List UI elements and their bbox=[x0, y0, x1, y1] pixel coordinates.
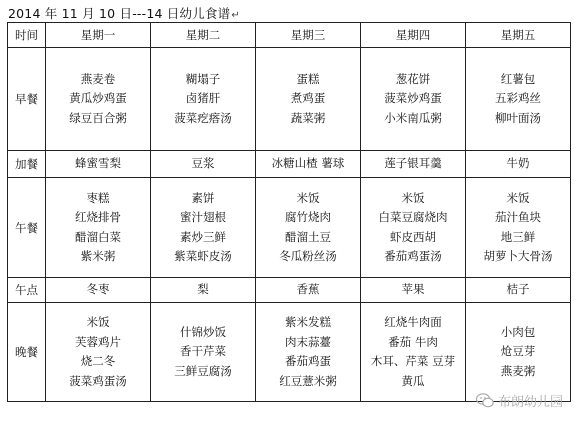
dish-item: 芙蓉鸡片 bbox=[75, 334, 121, 349]
meal-label: 午点 bbox=[8, 278, 46, 303]
dish-item: 葱花饼 bbox=[395, 71, 431, 86]
dish-item: 蛋糕 bbox=[296, 71, 320, 86]
dish-item: 冬瓜粉丝汤 bbox=[279, 249, 337, 263]
dish-item: 枣糕 bbox=[86, 190, 110, 205]
meal-row bbox=[8, 178, 571, 278]
dish-item: 紫菜虾皮汤 bbox=[174, 249, 232, 263]
dish-item: 梨 bbox=[197, 282, 209, 297]
dish-item: 烧二冬 bbox=[80, 354, 116, 368]
day-header-wed: 星期三 bbox=[256, 23, 361, 48]
dish-item: 蔬菜粥 bbox=[290, 110, 326, 125]
menu-cell-tue bbox=[151, 178, 256, 278]
day-header-tue: 星期二 bbox=[151, 23, 256, 48]
header-row bbox=[8, 23, 571, 48]
dish-item: 番茄 牛肉 bbox=[388, 334, 438, 349]
dish-item: 桔子 bbox=[506, 282, 530, 297]
dish-item: 煮鸡蛋 bbox=[290, 91, 326, 106]
menu-cell-thu bbox=[361, 303, 466, 402]
menu-table bbox=[7, 22, 571, 402]
dish-item: 菠菜鸡蛋汤 bbox=[69, 373, 127, 388]
menu-cell-thu bbox=[361, 278, 466, 303]
meal-row bbox=[8, 303, 571, 402]
dish-item: 菠菜疙瘩汤 bbox=[174, 110, 232, 125]
menu-cell-wed bbox=[256, 151, 361, 178]
dish-item: 虾皮西胡 bbox=[390, 229, 436, 244]
dish-item: 番茄鸡蛋汤 bbox=[384, 249, 442, 263]
dish-item: 红烧牛肉面 bbox=[384, 315, 442, 329]
dish-item: 醋溜土豆 bbox=[285, 229, 331, 244]
dish-item: 莲子银耳羹 bbox=[384, 156, 442, 171]
dish-item: 醋溜白菜 bbox=[75, 229, 121, 244]
page-title: 2014 年 11 月 10 日---14 日幼儿食谱↵ bbox=[8, 6, 240, 21]
dish-item: 黄瓜 bbox=[401, 373, 425, 388]
dish-item: 燕麦粥 bbox=[500, 363, 536, 378]
dish-item: 五彩鸡丝 bbox=[495, 91, 541, 106]
menu-cell-wed bbox=[256, 178, 361, 278]
meal-label: 午餐 bbox=[8, 178, 46, 278]
dish-item: 胡萝卜大骨汤 bbox=[483, 249, 553, 263]
dish-item: 腐竹烧肉 bbox=[285, 210, 331, 224]
dish-item: 冬枣 bbox=[86, 282, 110, 297]
dish-item: 茄汁鱼块 bbox=[495, 210, 541, 224]
dish-item: 燕麦卷 bbox=[80, 71, 116, 86]
wechat-icon bbox=[476, 393, 494, 408]
dish-item: 米饭 bbox=[296, 190, 320, 205]
menu-cell-thu bbox=[361, 178, 466, 278]
dish-item: 红烧排骨 bbox=[75, 210, 121, 224]
watermark-text: 布朗幼儿园 bbox=[497, 395, 563, 410]
menu-cell-mon bbox=[46, 48, 151, 151]
meal-row bbox=[8, 48, 571, 151]
dish-item: 紫米发糕 bbox=[285, 315, 331, 329]
meal-row bbox=[8, 151, 571, 178]
menu-cell-fri bbox=[466, 303, 571, 402]
menu-cell-thu bbox=[361, 48, 466, 151]
menu-cell-tue bbox=[151, 48, 256, 151]
menu-cell-tue bbox=[151, 303, 256, 402]
dish-item: 黄瓜炒鸡蛋 bbox=[69, 91, 127, 106]
dish-item: 卤猪肝 bbox=[185, 91, 221, 106]
menu-cell-mon bbox=[46, 278, 151, 303]
menu-cell-wed bbox=[256, 48, 361, 151]
dish-item: 肉末蒜薹 bbox=[285, 334, 331, 349]
menu-cell-fri bbox=[466, 178, 571, 278]
menu-cell-fri bbox=[466, 151, 571, 178]
menu-cell-mon bbox=[46, 303, 151, 402]
dish-item: 牛奶 bbox=[506, 156, 530, 171]
dish-item: 米饭 bbox=[401, 190, 425, 205]
menu-cell-fri bbox=[466, 278, 571, 303]
dish-item: 香干芹菜 bbox=[180, 344, 226, 359]
dish-item: 菠菜炒鸡蛋 bbox=[384, 91, 442, 106]
day-header-mon: 星期一 bbox=[46, 23, 151, 48]
dish-item: 紫米粥 bbox=[80, 249, 116, 263]
dish-item: 白菜豆腐烧肉 bbox=[378, 210, 448, 224]
dish-item: 红豆薏米粥 bbox=[279, 373, 337, 388]
menu-cell-mon bbox=[46, 151, 151, 178]
dish-item: 香蕉 bbox=[296, 282, 320, 297]
dish-item: 小米南瓜粥 bbox=[384, 110, 442, 125]
day-header-thu: 星期四 bbox=[361, 23, 466, 48]
menu-cell-tue bbox=[151, 278, 256, 303]
dish-item: 素饼 bbox=[191, 190, 215, 205]
meal-row bbox=[8, 278, 571, 303]
menu-cell-mon bbox=[46, 178, 151, 278]
dish-item: 红薯包 bbox=[500, 71, 536, 86]
menu-cell-tue bbox=[151, 151, 256, 178]
dish-item: 蜂蜜雪梨 bbox=[75, 156, 121, 171]
dish-item: 豆浆 bbox=[191, 156, 215, 171]
dish-item: 糊塌子 bbox=[185, 71, 221, 86]
dish-item: 三鲜豆腐汤 bbox=[174, 363, 232, 378]
dish-item: 小肉包 bbox=[500, 324, 536, 339]
dish-item: 炝豆芽 bbox=[500, 344, 536, 359]
dish-item: 冰糖山楂 薯球 bbox=[271, 156, 345, 171]
menu-cell-fri bbox=[466, 48, 571, 151]
meal-label: 早餐 bbox=[8, 48, 46, 151]
dish-item: 木耳、芹菜 豆芽 bbox=[370, 354, 456, 368]
dish-item: 绿豆百合粥 bbox=[69, 110, 127, 125]
watermark bbox=[476, 391, 563, 410]
dish-item: 米饭 bbox=[86, 315, 110, 329]
dish-item: 番茄鸡蛋 bbox=[285, 354, 331, 368]
menu-cell-thu bbox=[361, 151, 466, 178]
meal-label: 加餐 bbox=[8, 151, 46, 178]
time-header: 时间 bbox=[8, 23, 46, 48]
dish-item: 苹果 bbox=[401, 282, 425, 297]
dish-item: 素炒三鲜 bbox=[180, 229, 226, 244]
day-header-fri: 星期五 bbox=[466, 23, 571, 48]
return-mark: ↵ bbox=[231, 10, 240, 21]
menu-cell-wed bbox=[256, 303, 361, 402]
menu-cell-wed bbox=[256, 278, 361, 303]
dish-item: 蜜汁翅根 bbox=[180, 210, 226, 224]
dish-item: 柳叶面汤 bbox=[495, 110, 541, 125]
dish-item: 什锦炒饭 bbox=[180, 324, 226, 339]
dish-item: 地三鲜 bbox=[500, 229, 536, 244]
dish-item: 米饭 bbox=[506, 190, 530, 205]
meal-label: 晚餐 bbox=[8, 303, 46, 402]
